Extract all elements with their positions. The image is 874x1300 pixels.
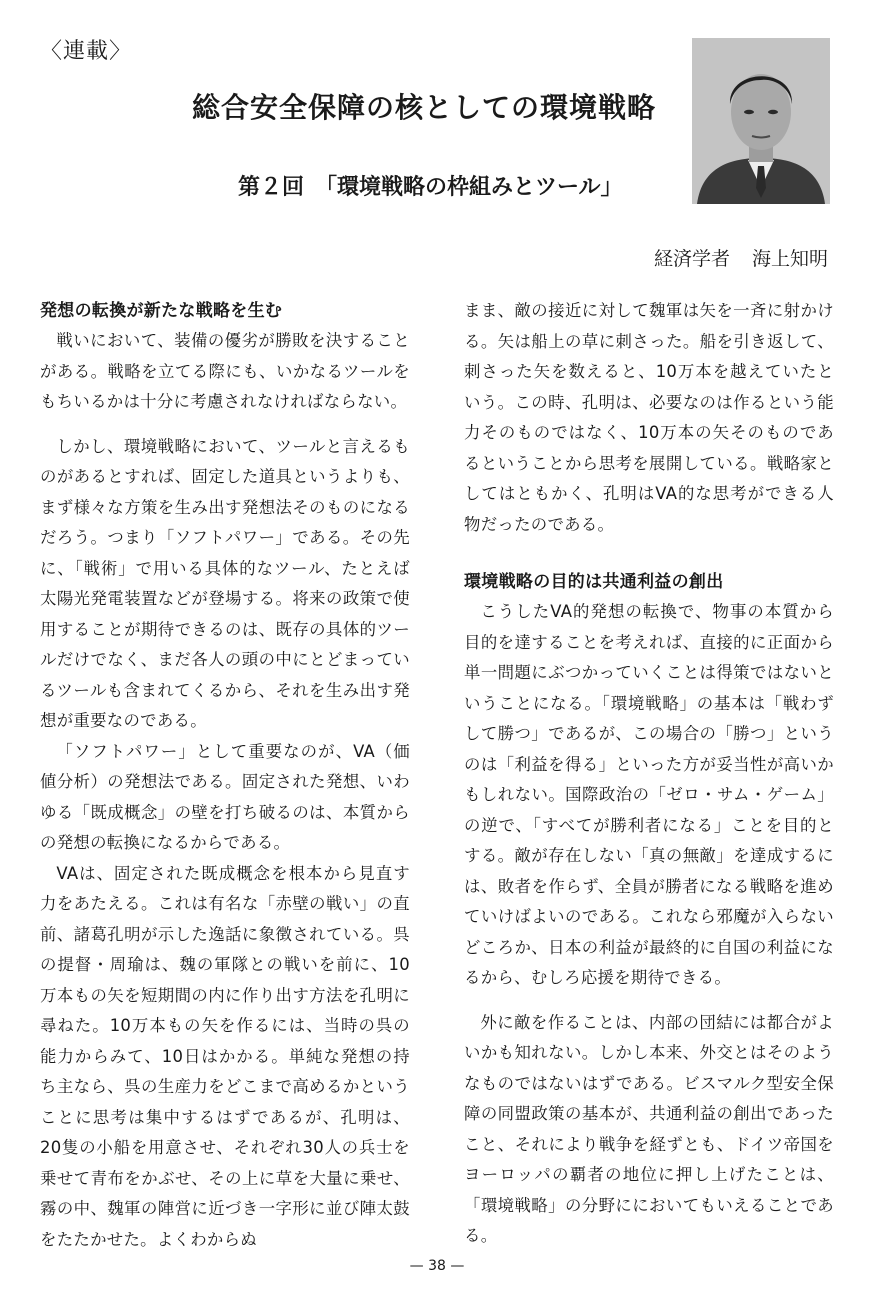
paragraph: 外に敵を作ることは、内部の団結には都合がよいかも知れない。しかし本来、外交とはそのようなものではないはずである。ビスマルク型安全保障の同盟政策の基本が、共通利益の創出であったこと、それにより戦争を経ずとも、ドイツ帝国をヨーロッパの覇者の地位に押し上げたことは、「環境戦略」の分野ににおいてもいえることである。 [464, 1012, 834, 1245]
paragraph: 「ソフトパワー」として重要なのが、VA（価値分析）の発想法である。固定された発想、いわゆる「既成概念」の壁を打ち破るのは、本質からの発想の転換になるからである。 [40, 741, 410, 852]
author-name: 海上知明 [751, 248, 828, 270]
paragraph: 戦いにおいて、装備の優劣が勝敗を決することがある。戦略を立てる際にも、いかなるツールをもちいるかは十分に考慮されなければならない。 [40, 331, 410, 411]
series-label: 〈連載〉 [40, 39, 133, 64]
article-title: 総合安全保障の核としての環境戦略 [192, 91, 657, 124]
left-column [40, 296, 410, 1255]
paragraph: まま、敵の接近に対して魏軍は矢を一斉に射かける。矢は船上の草に刺さった。船を引き返して、刺さった矢を数えると、10万本を越えていたという。この時、孔明は、必要なのは作るという能力そのものではなく、10万本の矢そのものであるということから思考を展開している。戦略家としてはともかく、孔明はVA的な思考ができる人物だったのである。 [464, 301, 834, 534]
author-role: 経済学者 [653, 248, 730, 270]
paragraph: しかし、環境戦略において、ツールと言えるものがあるとすれば、固定した道具というよりも、まず様々な方策を生み出す発想法そのものになるだろう。つまり「ソフトパワー」である。その先に、「戦術」で用いる具体的なツール、たとえば太陽光発電装置などが登場する。将来の政策で使用することが期待できるのは、既存の具体的ツールだけでなく、まだ各人の頭の中にとどまっているツールも含まれてくるから、それを生み出す発想が重要なのである。 [40, 436, 410, 730]
page-number: — 38 — [409, 1258, 465, 1274]
paragraph: VAは、固定された既成概念を根本から見直す力をあたえる。これは有名な「赤壁の戦い」の直前、諸葛孔明が示した逸話に象徴されている。呉の提督・周瑜は、魏の軍隊との戦いを前に、10万本もの矢を短期間の内に作り出す方法を孔明に尋ねた。10万本もの矢を作るには、当時の呉の能力からみて、10日はかかる。単純な発想の持ち主なら、呉の生産力をどこまで高めるかということに思考は集中するはずであるが、孔明は、20隻の小船を用意させ、それぞれ30人の兵士を乗せて青布をかぶせ、その上に草を大量に乗せ、霧の中、魏軍の陣営に近づき一字形に並び陣太鼓をたたかせた。よくわからぬ [40, 863, 410, 1249]
paragraph: こうしたVA的発想の転換で、物事の本質から目的を達することを考えれば、直接的に正面から単一問題にぶつかっていくことは得策ではないということになる。「環境戦略」の基本は「戦わずして勝つ」であるが、この場合の「勝つ」というのは「利益を得る」といった方が妥当性が高いかもしれない。国際政治の「ゼロ・サム・ゲーム」の逆で、「すべてが勝利者になる」ことを目的とする。敵が存在しない「真の無敵」を達成するには、敗者を作らず、全員が勝者になる戦略を進めていけばよいのである。これなら邪魔が入らないどころか、日本の利益が最終的に自国の利益になるから、むしろ応援を期待できる。 [464, 602, 834, 987]
section-heading: 発想の転換が新たな戦略を生む [40, 301, 283, 321]
author-photo [692, 38, 830, 204]
right-column [464, 296, 834, 1252]
section-heading: 環境戦略の目的は共通利益の創出 [464, 572, 724, 592]
article-subtitle: 第２回 「環境戦略の枠組みとツール」 [238, 174, 623, 200]
byline [654, 244, 828, 271]
